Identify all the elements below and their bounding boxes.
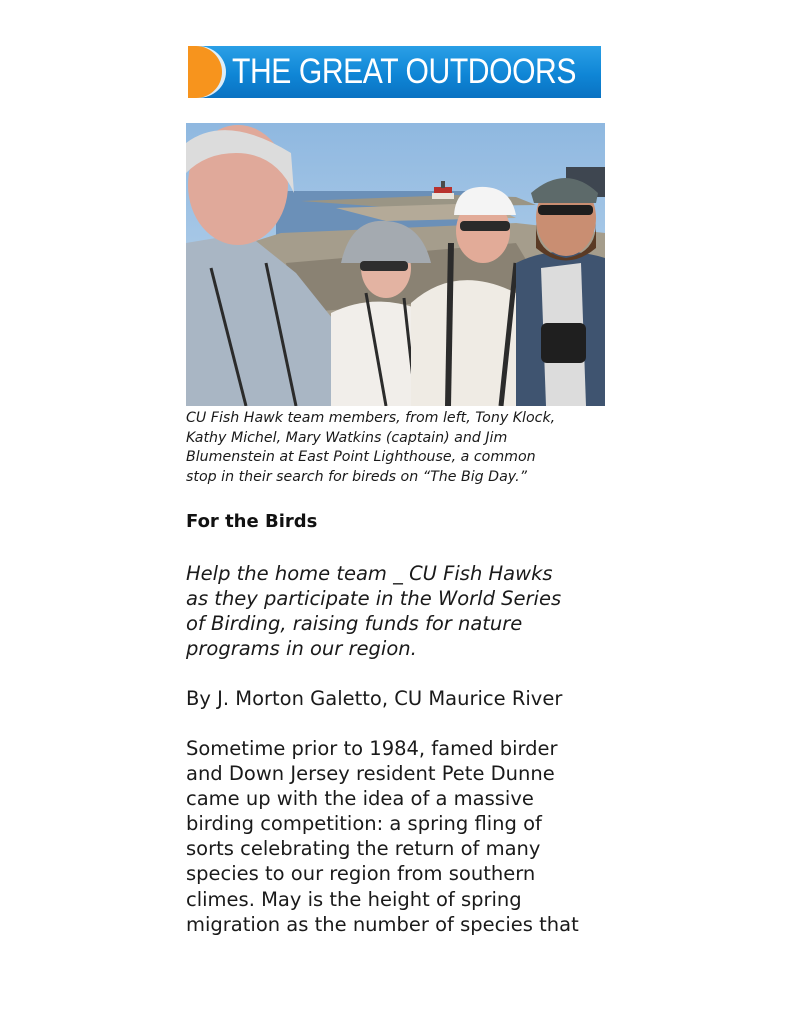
photo-caption — [186, 409, 616, 487]
article-body — [186, 736, 616, 937]
dek-line: of Birding, raising funds for nature — [186, 612, 523, 635]
article-dek — [186, 561, 616, 661]
body-line: came up with the idea of a massive — [186, 787, 534, 811]
caption-line: Kathy Michel, Mary Watkins (captain) and Jim — [186, 429, 508, 446]
body-line: birding competition: a spring fling of — [186, 812, 542, 836]
body-line: species to our region from southern — [186, 862, 536, 886]
body-line: Sometime prior to 1984, famed birder — [186, 737, 558, 760]
dek-line: Help the home team _ CU Fish Hawks — [186, 562, 553, 585]
caption-line: stop in their search for bireds on “The Big Day.” — [186, 468, 527, 485]
photo-image-icon — [186, 123, 605, 406]
team-photo — [186, 123, 605, 406]
body-line: climes. May is the height of spring — [186, 887, 522, 911]
article-headline: For the Birds — [186, 511, 318, 532]
body-line: sorts celebrating the return of many — [186, 837, 541, 861]
dek-line: programs in our region. — [186, 637, 417, 660]
dek-line: as they participate in the World Series — [186, 587, 562, 610]
section-banner — [188, 46, 601, 98]
body-line: migration as the number of species that — [186, 912, 579, 936]
caption-line: Blumenstein at East Point Lighthouse, a common — [186, 449, 536, 465]
article-byline: By J. Morton Galetto, CU Maurice River — [186, 687, 563, 710]
body-line: and Down Jersey resident Pete Dunne — [186, 762, 555, 786]
banner-title: THE GREAT OUTDOORS — [232, 52, 577, 91]
caption-line: CU Fish Hawk team members, from left, Tony Klock, — [186, 410, 556, 426]
